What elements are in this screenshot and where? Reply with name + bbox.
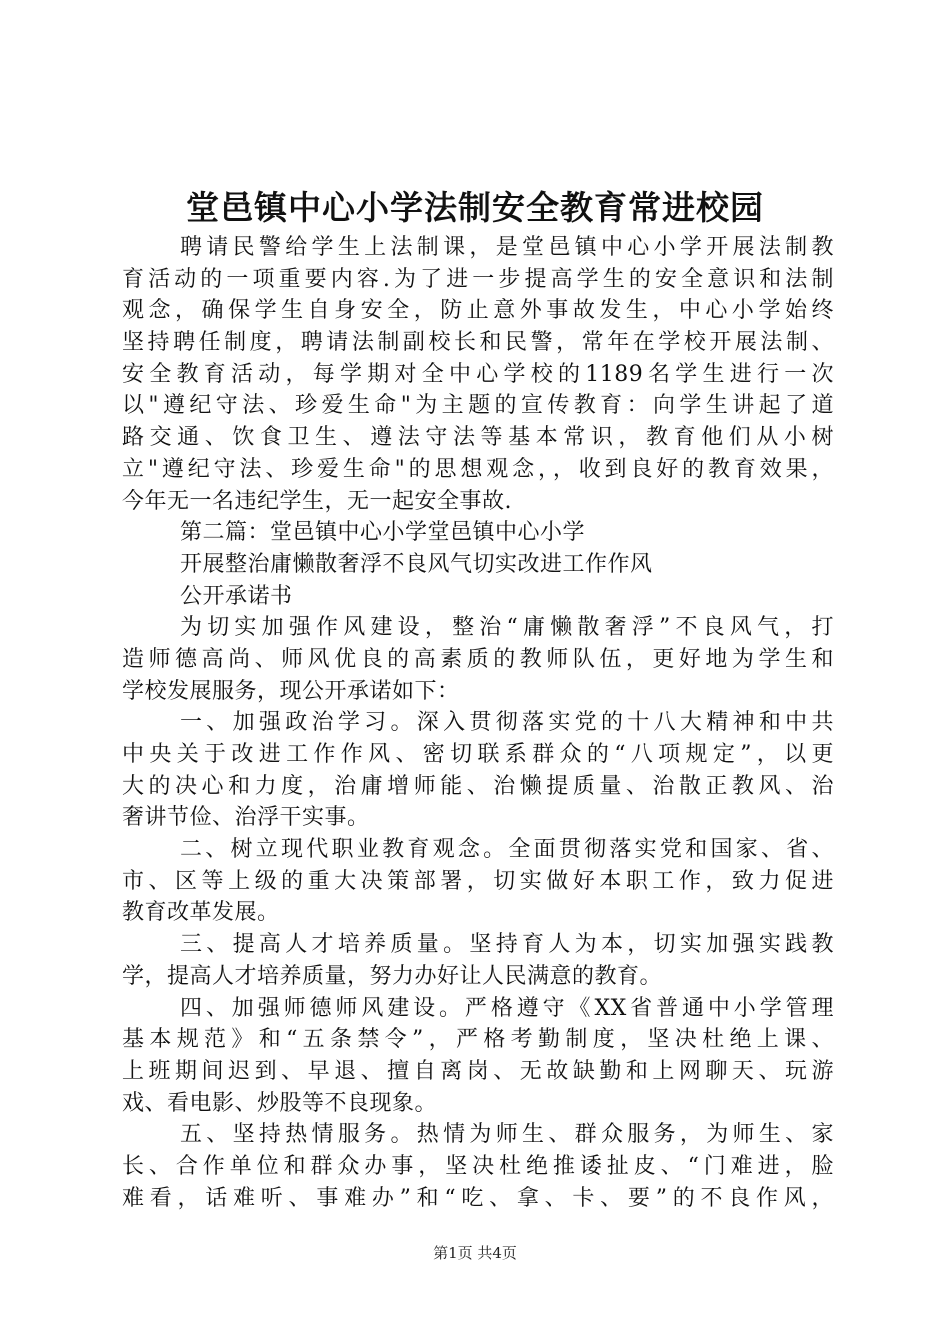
body-line: 四、加强师德师风建设。严格遵守《XX省普通中小学管理 <box>180 995 834 1021</box>
body-line: 中央关于改进工作作风、密切联系群众的“八项规定”，以更 <box>122 742 834 767</box>
body-line: 教育改革发展。 <box>122 900 280 926</box>
body-line: 学，提高人才培养质量，努力办好让人民满意的教育。 <box>122 963 663 989</box>
body-line: 基本规范》和“五条禁令”，严格考勤制度，坚决杜绝上课、 <box>122 1027 834 1053</box>
body-line: 一、加强政治学习。深入贯彻落实党的十八大精神和中共 <box>180 710 834 736</box>
body-line: 安全教育活动，每学期对全中心学校的1189名学生进行一次 <box>122 361 834 387</box>
section-heading-line: 开展整治庸懒散奢浮不良风气切实改进工作作风 <box>180 551 653 577</box>
body-line: 二、树立现代职业教育观念。全面贯彻落实党和国家、省、 <box>180 837 834 863</box>
body-line: 以"遵纪守法、珍爱生命"为主题的宣传教育：向学生讲起了道 <box>122 393 834 419</box>
body-line: 造师德高尚、师风优良的高素质的教师队伍，更好地为学生和 <box>122 646 834 672</box>
body-line: 坚持聘任制度，聘请法制副校长和民警，常年在学校开展法制、 <box>122 330 834 356</box>
page-number-footer: 第1页 共4页 <box>433 1244 517 1262</box>
body-line: 聘请民警给学生上法制课，是堂邑镇中心小学开展法制教 <box>180 235 834 260</box>
body-line: 为切实加强作风建设，整治“庸懒散奢浮”不良风气，打 <box>180 615 834 641</box>
body-line: 今年无一名违纪学生，无一起安全事故. <box>122 488 512 514</box>
body-line: 难看，话难听、事难办”和“吃、拿、卡、要”的不良作风， <box>122 1185 834 1211</box>
body-line: 五、坚持热情服务。热情为师生、群众服务，为师生、家 <box>180 1122 834 1148</box>
body-line: 路交通、饮食卫生、遵法守法等基本常识，教育他们从小树 <box>122 425 834 451</box>
body-line: 三、提高人才培养质量。坚持育人为本，切实加强实践教 <box>180 932 834 958</box>
body-line: 市、区等上级的重大决策部署，切实做好本职工作，致力促进 <box>122 868 834 894</box>
body-line: 育活动的一项重要内容.为了进一步提高学生的安全意识和法制 <box>122 266 834 292</box>
section-heading-line: 公开承诺书 <box>180 583 293 609</box>
body-line: 立"遵纪守法、珍爱生命"的思想观念，，收到良好的教育效果， <box>122 456 834 482</box>
body-line: 大的决心和力度，治庸增师能、治懒提质量、治散正教风、治 <box>122 773 834 799</box>
body-line: 观念，确保学生自身安全，防止意外事故发生，中心小学始终 <box>122 298 834 324</box>
body-line: 戏、看电影、炒股等不良现象。 <box>122 1090 438 1116</box>
document-body <box>122 232 834 1214</box>
body-line: 学校发展服务，现公开承诺如下： <box>122 678 460 704</box>
body-line: 上班期间迟到、早退、擅自离岗、无故缺勤和上网聊天、玩游 <box>122 1058 834 1084</box>
document-title: 堂邑镇中心小学法制安全教育常进校园 <box>186 188 764 227</box>
body-line: 长、合作单位和群众办事，坚决杜绝推诿扯皮、“门难进，脸 <box>122 1153 834 1179</box>
body-line: 奢讲节俭、治浮干实事。 <box>122 805 370 831</box>
section-heading-line: 第二篇：堂邑镇中心小学堂邑镇中心小学 <box>180 520 586 546</box>
